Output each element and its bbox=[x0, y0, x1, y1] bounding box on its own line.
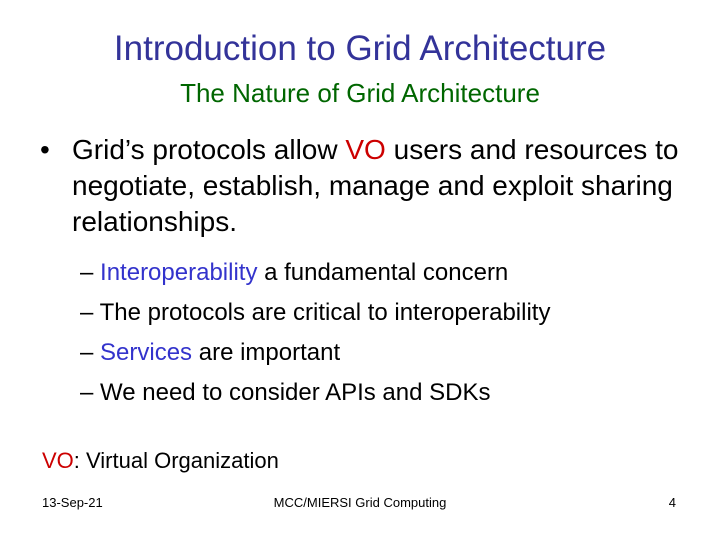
sub-bullet-text: The protocols are critical to interoperability bbox=[99, 299, 551, 326]
dash-icon: – bbox=[80, 379, 94, 406]
footer-date: 13-Sep-21 bbox=[42, 495, 103, 510]
vo-term: VO bbox=[42, 448, 74, 473]
footer-page-number: 4 bbox=[668, 495, 676, 510]
sub-bullet-apis bbox=[80, 373, 680, 413]
vo-highlight: VO bbox=[345, 134, 386, 165]
sub-bullet-interoperability bbox=[80, 253, 680, 293]
vo-definition bbox=[42, 446, 279, 476]
main-bullet bbox=[40, 132, 680, 240]
bullet-icon: • bbox=[40, 134, 50, 165]
sub-bullet-text: a fundamental concern bbox=[257, 259, 509, 286]
bullet-text-pre: Grid’s protocols allow bbox=[72, 134, 346, 165]
sub-bullet-text: are important bbox=[192, 339, 341, 366]
slide-title: Introduction to Grid Architecture bbox=[113, 29, 607, 68]
slide-subtitle: The Nature of Grid Architecture bbox=[180, 78, 540, 108]
footer-course: MCC/MIERSI Grid Computing bbox=[273, 495, 447, 510]
sub-bullet-text: We need to consider APIs and SDKs bbox=[100, 379, 491, 406]
interoperability-highlight: Interoperability bbox=[100, 259, 258, 286]
main-bullet-text bbox=[72, 132, 680, 240]
services-highlight: Services bbox=[100, 339, 193, 366]
vo-definition-text: : Virtual Organization bbox=[73, 448, 279, 473]
dash-icon: – bbox=[80, 259, 94, 286]
dash-icon: – bbox=[80, 339, 94, 366]
sub-bullet-list bbox=[80, 253, 680, 413]
dash-icon: – bbox=[80, 299, 94, 326]
sub-bullet-protocols bbox=[80, 293, 680, 333]
sub-bullet-services bbox=[80, 333, 680, 373]
bullet-text-post: users and resources to negotiate, establish, manage and exploit sharing relationships. bbox=[72, 134, 679, 237]
